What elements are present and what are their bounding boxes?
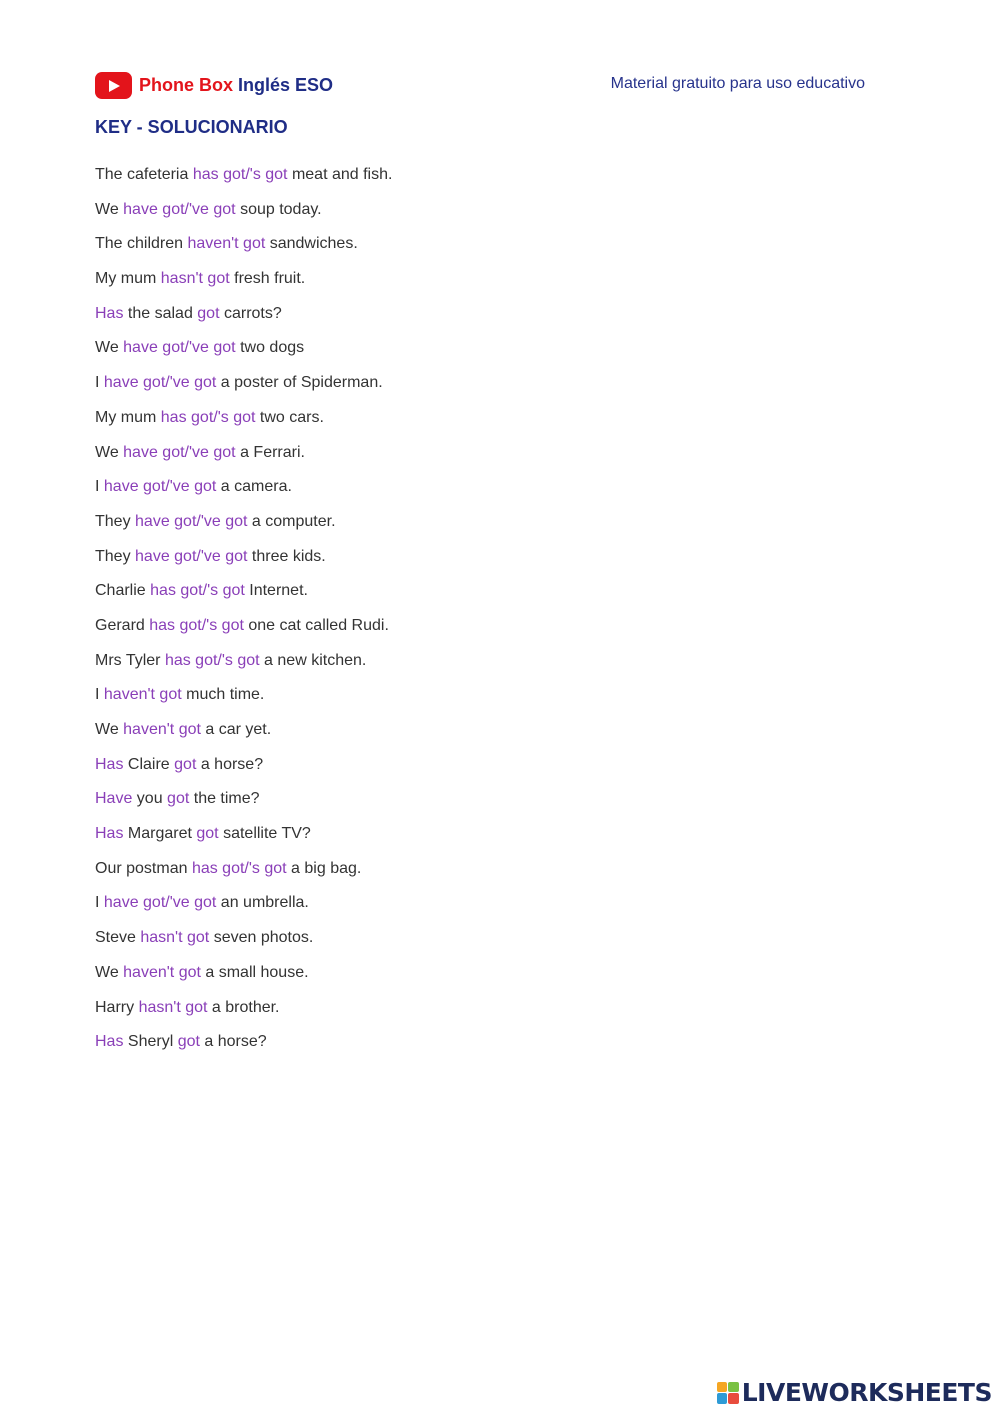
sentence-text: soup today. (235, 200, 322, 218)
answer-text: got (196, 825, 219, 843)
liveworksheets-logo (717, 1378, 992, 1407)
answer-line (95, 579, 392, 614)
answer-line (95, 857, 392, 892)
header-tagline: Material gratuito para uso educativo (610, 75, 865, 92)
sentence-text: the time? (189, 790, 260, 808)
sentence-text: Our postman (95, 859, 192, 877)
brand-name-red: Phone Box (139, 75, 234, 95)
sentence-text: carrots? (219, 304, 282, 322)
answer-line (95, 961, 392, 996)
sentence-text: We (95, 443, 124, 461)
answer-text: got (167, 790, 190, 808)
answer-text: Has (95, 304, 124, 322)
page-title: KEY - SOLUCIONARIO (95, 117, 288, 137)
sentence-text: Charlie (95, 582, 151, 600)
answer-line (95, 718, 392, 753)
liveworksheets-grid-icon (717, 1382, 739, 1404)
answer-text: have got/'ve got (135, 512, 248, 530)
answer-text: has got/'s got (191, 859, 287, 877)
answer-text: has got/'s got (164, 651, 260, 669)
logo-tile (717, 1382, 728, 1393)
sentence-text: We (95, 721, 124, 738)
answer-text: have got/'ve got (123, 443, 236, 461)
sentence-text: a brother. (207, 998, 280, 1016)
answer-text: has got/'s got (150, 582, 245, 600)
answer-line (95, 787, 392, 822)
answer-line (95, 198, 392, 233)
answer-text: hasn't got (138, 998, 208, 1016)
answer-text: hasn't got (160, 270, 230, 288)
sentence-text: much time. (181, 686, 265, 704)
logo-tile (728, 1393, 739, 1404)
answer-line (95, 406, 392, 441)
answer-line (95, 926, 392, 961)
answer-text: has got/'s got (149, 616, 244, 634)
sentence-text: Margaret (123, 825, 197, 843)
answer-text: hasn't got (140, 929, 210, 947)
answer-text: haven't got (187, 235, 266, 253)
answer-line (95, 649, 392, 684)
answer-line (95, 545, 392, 580)
answer-line (95, 683, 392, 718)
sentence-text: a small house. (200, 963, 309, 981)
answer-line (95, 822, 392, 857)
brand-logo (95, 72, 333, 99)
answer-line (95, 753, 392, 788)
sentence-text: The children (95, 235, 188, 253)
youtube-play-icon (95, 72, 132, 99)
answer-text: have got/'ve got (135, 547, 248, 565)
sentence-text: one cat called Rudi. (243, 616, 389, 634)
sentence-text: My mum (95, 408, 161, 426)
sentence-text: Steve (95, 929, 141, 947)
sentence-text: fresh fruit. (229, 270, 306, 288)
answer-text: Has (95, 825, 124, 843)
logo-tile (717, 1393, 728, 1404)
answer-line (95, 267, 392, 302)
page-header (95, 72, 865, 102)
answer-text: haven't got (103, 686, 182, 704)
sentence-text: a camera. (216, 478, 292, 496)
sentence-text: Gerard (95, 616, 150, 634)
answer-text: Have (95, 790, 133, 808)
sentence-text: The cafeteria (95, 166, 193, 183)
answer-text: haven't got (123, 721, 201, 738)
sentence-text: two cars. (255, 408, 324, 426)
answer-text: have got/'ve got (103, 374, 217, 392)
brand-name-blue: Inglés ESO (238, 75, 334, 95)
sentence-text: We (95, 963, 124, 981)
answer-line (95, 996, 392, 1031)
answer-text: haven't got (123, 963, 201, 981)
sentence-text: satellite TV? (218, 825, 311, 843)
sentence-text: a car yet. (200, 721, 272, 738)
sentence-text: a big bag. (286, 859, 362, 877)
answer-text: got (174, 755, 197, 773)
answer-line (95, 441, 392, 476)
sentence-text: I (95, 894, 104, 912)
sentence-text: a horse? (196, 755, 264, 773)
answer-text: got (197, 304, 220, 322)
answer-line (95, 232, 392, 267)
sentence-text: My mum (95, 270, 161, 288)
answer-text: have got/'ve got (123, 339, 236, 357)
sentence-text: Sheryl (123, 1033, 178, 1051)
answer-line (95, 891, 392, 926)
answer-line (95, 475, 392, 510)
answer-text: got (177, 1033, 200, 1051)
sentence-text: I (95, 374, 104, 392)
answer-line (95, 302, 392, 337)
answer-line (95, 510, 392, 545)
sentence-text: Internet. (244, 582, 308, 600)
sentence-text: I (95, 686, 104, 704)
answer-line (95, 1030, 392, 1065)
sentence-text: two dogs (235, 339, 305, 357)
sentence-text: a Ferrari. (235, 443, 305, 461)
answer-line (95, 614, 392, 649)
sentence-text: Harry (95, 998, 139, 1016)
sentence-text: We (95, 339, 124, 357)
sentence-text: They (95, 547, 136, 565)
sentence-text: a poster of Spiderman. (216, 374, 383, 392)
sentence-text: We (95, 200, 124, 218)
sentence-text: meat and fish. (287, 166, 393, 183)
sentence-text: seven photos. (209, 929, 314, 947)
answer-list (95, 163, 392, 1065)
answer-text: Has (95, 755, 124, 773)
logo-tile (728, 1382, 739, 1393)
sentence-text: a new kitchen. (259, 651, 367, 669)
sentence-text: Claire (123, 755, 175, 773)
sentence-text: an umbrella. (216, 894, 309, 912)
answer-text: have got/'ve got (103, 894, 217, 912)
sentence-text: They (95, 512, 136, 530)
sentence-text: the salad (123, 304, 198, 322)
answer-text: have got/'ve got (103, 478, 217, 496)
liveworksheets-logo-text: LIVEWORKSHEETS (741, 1378, 992, 1407)
sentence-text: a computer. (247, 512, 336, 530)
answer-line (95, 163, 392, 198)
sentence-text: I (95, 478, 104, 496)
answer-line (95, 371, 392, 406)
sentence-text: a horse? (199, 1033, 267, 1051)
answer-text: Has (95, 1033, 124, 1051)
answer-text: have got/'ve got (123, 200, 236, 218)
sentence-text: Mrs Tyler (95, 651, 165, 669)
answer-text: has got/'s got (160, 408, 256, 426)
sentence-text: three kids. (247, 547, 326, 565)
answer-line (95, 336, 392, 371)
sentence-text: sandwiches. (265, 235, 358, 253)
sentence-text: you (132, 790, 168, 808)
answer-text: has got/'s got (192, 166, 288, 183)
